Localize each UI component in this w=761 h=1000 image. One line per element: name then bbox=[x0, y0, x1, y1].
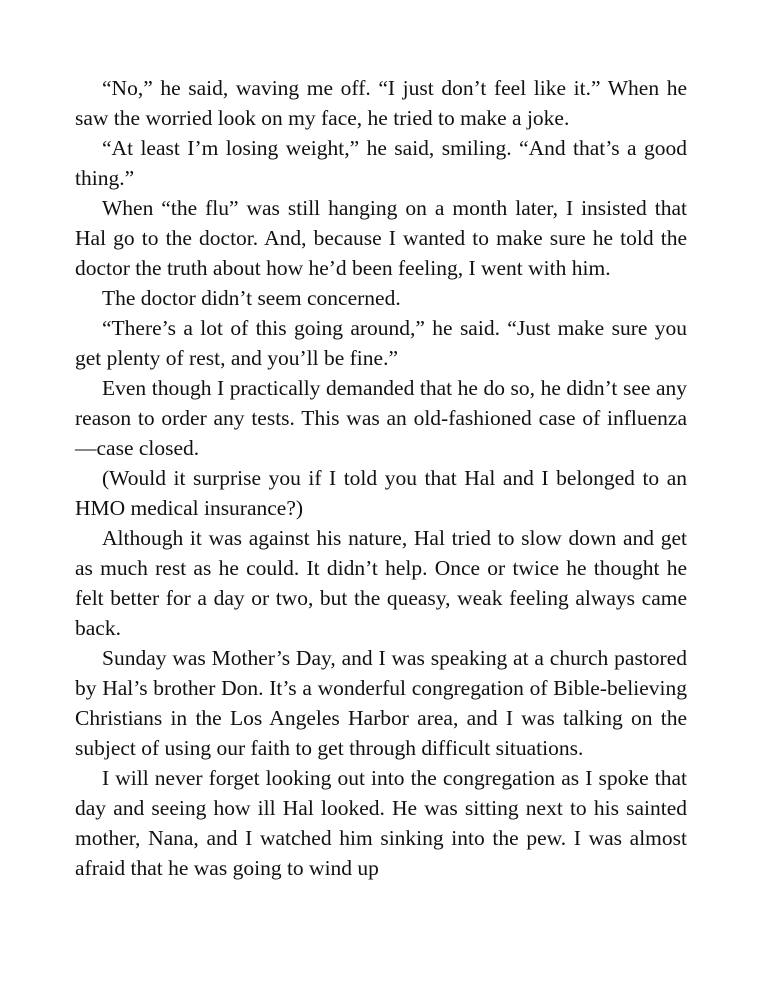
paragraph: Sunday was Mother’s Day, and I was speaking at a church pastored by Hal’s brother Don. It’s a wonderful congregation of Bible-believing Christians in the Los Angeles Harbor area, and I was talking on the subject of using our faith to get through difficult situations. bbox=[75, 646, 687, 760]
paragraph: When “the flu” was still hanging on a month later, I insisted that Hal go to the doctor. And, because I wanted to make sure he told the doctor the truth about how he’d been feeling, I went with him. bbox=[75, 196, 687, 280]
paragraph: The doctor didn’t seem concerned. bbox=[102, 286, 401, 310]
paragraph: “There’s a lot of this going around,” he said. “Just make sure you get plenty of rest, and you’ll be fine.” bbox=[75, 316, 687, 370]
paragraph: Although it was against his nature, Hal tried to slow down and get as much rest as he could. It didn’t help. Once or twice he thought he felt better for a day or two, but the queasy, weak feeling always came back. bbox=[75, 526, 687, 640]
page-body bbox=[75, 73, 687, 883]
paragraph: I will never forget looking out into the congregation as I spoke that day and seeing how ill Hal looked. He was sitting next to his sainted mother, Nana, and I watched him sinking into the pew. I was almost afraid that he was going to wind up bbox=[75, 766, 687, 880]
paragraph: “At least I’m losing weight,” he said, smiling. “And that’s a good thing.” bbox=[75, 136, 687, 190]
paragraph: “No,” he said, waving me off. “I just don’t feel like it.” When he saw the worried look on my face, he tried to make a joke. bbox=[75, 76, 687, 130]
paragraph: Even though I practically demanded that he do so, he didn’t see any reason to order any tests. This was an old-fashioned case of influenza—case closed. bbox=[75, 376, 687, 460]
paragraph: (Would it surprise you if I told you that Hal and I belonged to an HMO medical insurance?) bbox=[75, 466, 687, 520]
